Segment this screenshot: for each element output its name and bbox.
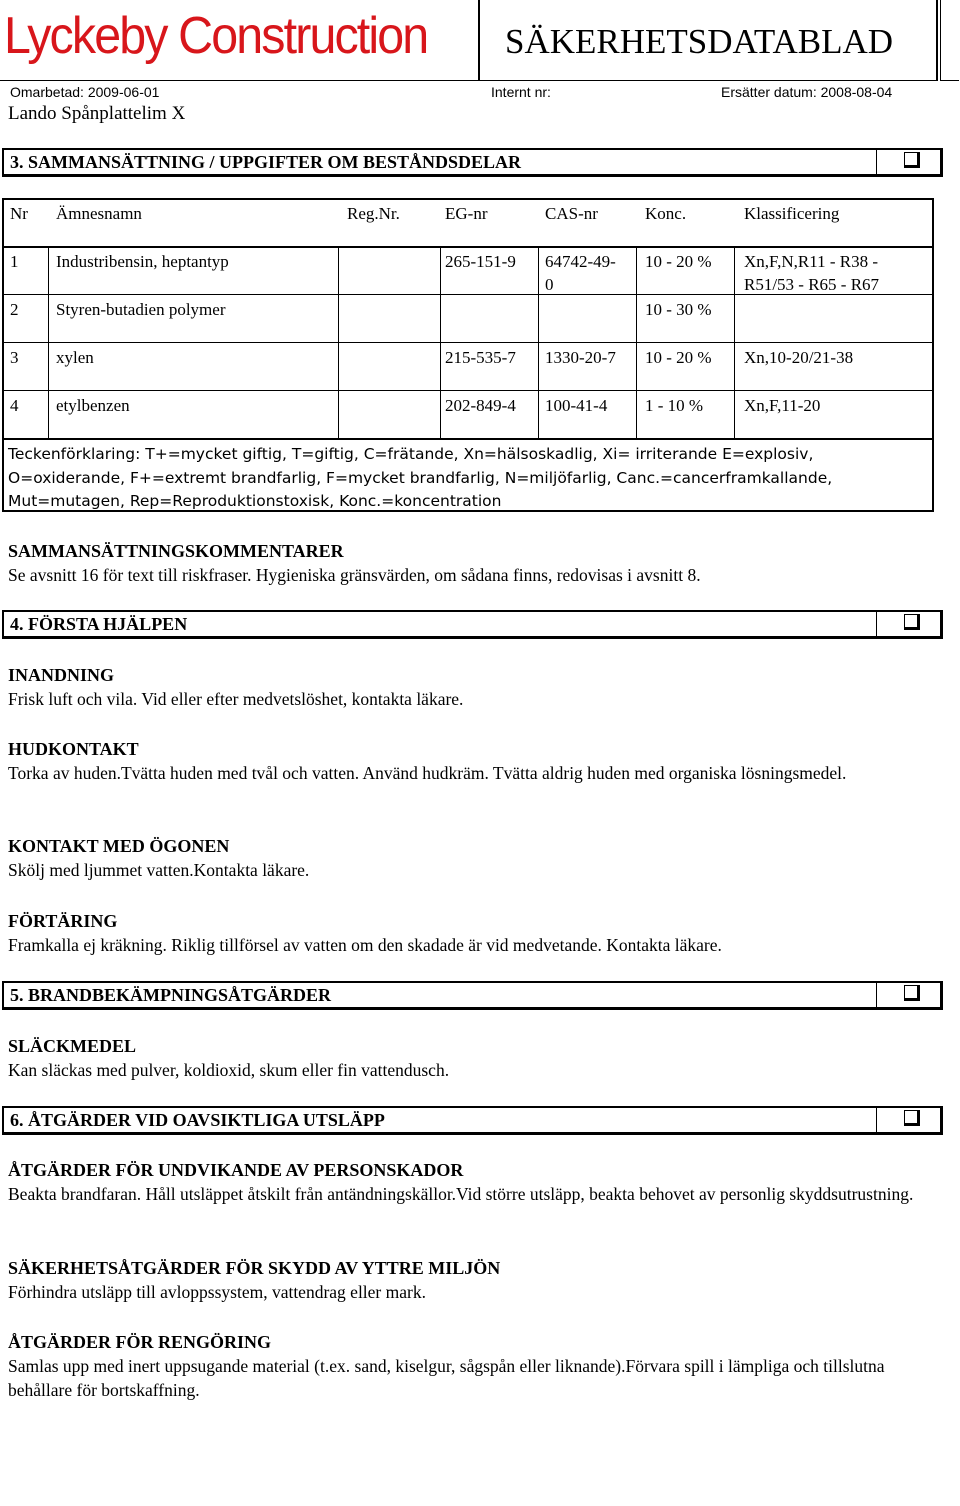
- extinguishing-text: Kan släckas med pulver, koldioxid, skum eller fin vattendusch.: [8, 1060, 450, 1080]
- replaces-date: Ersätter datum: 2008-08-04: [721, 84, 893, 100]
- table-cell: 3: [10, 348, 19, 367]
- section-3-checkbox[interactable]: [904, 152, 920, 168]
- table-cell: xylen: [56, 348, 94, 367]
- skin-text: Torka av huden.Tvätta huden med tvål och vatten. Använd hudkräm. Tvätta aldrig huden med organiska lösningsmedel.: [8, 763, 847, 783]
- company-logo: Lyckeby Construction: [4, 7, 428, 65]
- table-rule: [48, 247, 49, 438]
- cleanup-text: Samlas upp med inert uppsugande material (t.ex. sand, kiselgur, sågspån eller liknande).Förvara spill i lämpliga och tillslutna behållare för bortskaffning.: [8, 1356, 885, 1400]
- col-header-cas: CAS-nr: [545, 204, 598, 223]
- col-header-eg: EG-nr: [445, 204, 488, 223]
- personal-precautions-heading: ÅTGÄRDER FÖR UNDVIKANDE AV PERSONSKADOR: [8, 1160, 464, 1180]
- col-header-nr: Nr: [10, 204, 28, 223]
- table-cell: 100-41-4: [545, 396, 608, 415]
- section-3-title: 3. SAMMANSÄTTNING / UPPGIFTER OM BESTÅNDSDELAR: [10, 152, 522, 172]
- extinguishing-heading: SLÄCKMEDEL: [8, 1036, 137, 1056]
- col-header-reg: Reg.Nr.: [347, 204, 400, 223]
- classification-legend: Teckenförklaring: T+=mycket giftig, T=giftig, C=frätande, Xn=hälsoskadlig, Xi= irriterande E=explosiv, O=oxiderande, F+=extremt brandfarlig, F=mycket brandfarlig, N=miljöfarlig, Canc.=cancerframkallande, Mut=mutagen, Rep=Reproduktionstoxisk, Konc.=koncentration: [8, 445, 833, 510]
- inhalation-heading: INANDNING: [8, 665, 115, 685]
- section-6-bar: [2, 1106, 943, 1135]
- table-cell: 1330-20-7: [545, 348, 616, 367]
- table-cell: 202-849-4: [445, 396, 516, 415]
- personal-precautions-text: Beakta brandfaran. Håll utsläppet åtskilt från antändningskällor.Vid större utsläpp, beakta behovet av personlig skyddsutrustning.: [8, 1184, 914, 1204]
- section-5-checkbox[interactable]: [904, 985, 920, 1001]
- section-6-checkbox[interactable]: [904, 1110, 920, 1126]
- table-cell: 10 - 20 %: [645, 252, 712, 271]
- section-divider: [876, 983, 877, 1007]
- ingestion-text: Framkalla ej kräkning. Riklig tillförsel av vatten om den skadade är vid medvetande. Kontakta läkare.: [8, 935, 722, 955]
- col-header-name: Ämnesnamn: [56, 204, 142, 223]
- environment-text: Förhindra utsläpp till avloppssystem, vattendrag eller mark.: [8, 1282, 426, 1302]
- document-title: SÄKERHETSDATABLAD: [505, 22, 894, 61]
- table-cell: Styren-butadien polymer: [56, 300, 226, 319]
- table-cell: 0: [545, 275, 554, 294]
- col-header-klass: Klassificering: [744, 204, 840, 223]
- table-rule: [440, 247, 441, 438]
- table-cell: Xn,10-20/21-38: [744, 348, 854, 367]
- table-rule: [4, 438, 932, 440]
- section-5-title: 5. BRANDBEKÄMPNINGSÅTGÄRDER: [10, 985, 332, 1005]
- table-cell: 4: [10, 396, 19, 415]
- section-4-title: 4. FÖRSTA HJÄLPEN: [10, 614, 188, 634]
- table-cell: 215-535-7: [445, 348, 516, 367]
- table-cell: etylbenzen: [56, 396, 130, 415]
- cleanup-heading: ÅTGÄRDER FÖR RENGÖRING: [8, 1332, 272, 1352]
- comments-heading: SAMMANSÄTTNINGSKOMMENTARER: [8, 541, 344, 561]
- table-rule: [734, 247, 735, 438]
- environment-heading: SÄKERHETSÅTGÄRDER FÖR SKYDD AV YTTRE MILJÖN: [8, 1258, 501, 1278]
- table-cell: 1: [10, 252, 19, 271]
- internal-number: Internt nr:: [491, 84, 551, 100]
- eye-heading: KONTAKT MED ÖGONEN: [8, 836, 230, 856]
- table-cell: 2: [10, 300, 19, 319]
- table-rule: [4, 246, 932, 248]
- section-6-title: 6. ÅTGÄRDER VID OAVSIKTLIGA UTSLÄPP: [10, 1110, 385, 1130]
- section-5-bar: [2, 981, 943, 1010]
- header-edge: [940, 0, 959, 81]
- comments-text: Se avsnitt 16 för text till riskfraser. Hygieniska gränsvärden, om sådana finns, redovisas i avsnitt 8.: [8, 565, 701, 585]
- table-rule: [538, 247, 539, 438]
- table-cell: Xn,F,N,R11 - R38 -: [744, 252, 879, 271]
- table-cell: Xn,F,11-20: [744, 396, 821, 415]
- table-rule: [4, 390, 932, 391]
- section-divider: [876, 1108, 877, 1132]
- inhalation-text: Frisk luft och vila. Vid eller efter medvetslöshet, kontakta läkare.: [8, 689, 464, 709]
- table-cell: 10 - 30 %: [645, 300, 712, 319]
- table-cell: R51/53 - R65 - R67: [744, 275, 880, 294]
- ingestion-heading: FÖRTÄRING: [8, 911, 118, 931]
- revised-date: Omarbetad: 2009-06-01: [10, 84, 160, 100]
- table-cell: 64742-49-: [545, 252, 616, 271]
- section-divider: [876, 150, 877, 174]
- table-rule: [636, 247, 637, 438]
- table-cell: 265-151-9: [445, 252, 516, 271]
- skin-heading: HUDKONTAKT: [8, 739, 139, 759]
- product-name: Lando Spånplattelim X: [8, 103, 186, 124]
- col-header-konc: Konc.: [645, 204, 687, 223]
- table-cell: 1 - 10 %: [645, 396, 704, 415]
- section-4-bar: [2, 610, 943, 639]
- section-divider: [876, 612, 877, 636]
- section-4-checkbox[interactable]: [904, 614, 920, 630]
- table-cell: 10 - 20 %: [645, 348, 712, 367]
- eye-text: Skölj med ljummet vatten.Kontakta läkare.: [8, 860, 310, 880]
- section-3-bar: [2, 148, 943, 177]
- table-cell: Industribensin, heptantyp: [56, 252, 229, 271]
- table-rule: [4, 342, 932, 343]
- table-rule: [338, 247, 339, 438]
